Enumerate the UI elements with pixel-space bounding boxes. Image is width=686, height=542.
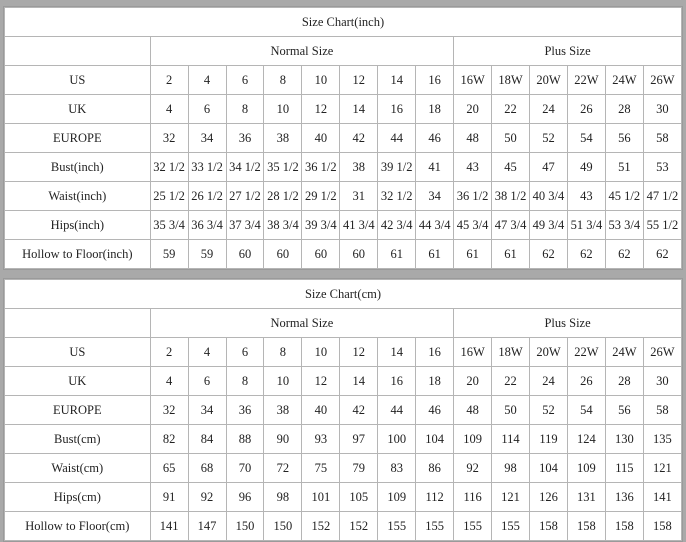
cell: 24	[530, 367, 568, 396]
cell: 90	[264, 425, 302, 454]
cell: 16W	[454, 338, 492, 367]
cell: 32 1/2	[150, 153, 188, 182]
row-label-uk: UK	[5, 367, 151, 396]
cell: 91	[150, 483, 188, 512]
cell: 30	[643, 367, 681, 396]
cell: 35 3/4	[150, 211, 188, 240]
cell: 58	[643, 396, 681, 425]
cell: 97	[340, 425, 378, 454]
cell: 152	[302, 512, 340, 541]
cell: 68	[188, 454, 226, 483]
cell: 25 1/2	[150, 182, 188, 211]
cell: 39 3/4	[302, 211, 340, 240]
cell: 47	[530, 153, 568, 182]
row-label-us: US	[5, 338, 151, 367]
row-label-hips: Hips(inch)	[5, 211, 151, 240]
cell: 38	[264, 396, 302, 425]
cell: 36 1/2	[302, 153, 340, 182]
cell: 105	[340, 483, 378, 512]
cell: 26W	[643, 338, 681, 367]
cell: 12	[340, 338, 378, 367]
cell: 22	[492, 95, 530, 124]
cell: 56	[605, 396, 643, 425]
cell: 32	[150, 396, 188, 425]
cell: 18	[416, 95, 454, 124]
group-header-normal: Normal Size	[150, 37, 454, 66]
cell: 104	[416, 425, 454, 454]
cell: 109	[567, 454, 605, 483]
cell: 20	[454, 367, 492, 396]
cell: 58	[643, 124, 681, 153]
cell: 10	[264, 95, 302, 124]
cell: 12	[340, 66, 378, 95]
cell: 61	[454, 240, 492, 269]
cell: 40	[302, 124, 340, 153]
cell: 49 3/4	[530, 211, 568, 240]
cell: 53 3/4	[605, 211, 643, 240]
cell: 60	[302, 240, 340, 269]
size-chart-inch-table	[4, 7, 682, 269]
cell: 83	[378, 454, 416, 483]
cell: 115	[605, 454, 643, 483]
cell: 45 1/2	[605, 182, 643, 211]
cell: 4	[150, 95, 188, 124]
cell: 24W	[605, 338, 643, 367]
cell: 16	[378, 95, 416, 124]
table-row	[5, 483, 682, 512]
cell: 50	[492, 124, 530, 153]
cell: 116	[454, 483, 492, 512]
cell: 40 3/4	[530, 182, 568, 211]
cell: 10	[302, 66, 340, 95]
group-header-plus: Plus Size	[454, 309, 682, 338]
cell: 12	[302, 95, 340, 124]
cell: 104	[530, 454, 568, 483]
row-label-bust: Bust(cm)	[5, 425, 151, 454]
chart-title-row	[5, 280, 682, 309]
corner-cell	[5, 37, 151, 66]
cell: 65	[150, 454, 188, 483]
cell: 44	[378, 124, 416, 153]
cell: 135	[643, 425, 681, 454]
group-header-row	[5, 309, 682, 338]
cell: 158	[530, 512, 568, 541]
cell: 136	[605, 483, 643, 512]
cell: 92	[454, 454, 492, 483]
table-row	[5, 425, 682, 454]
row-label-uk: UK	[5, 95, 151, 124]
cell: 20W	[530, 338, 568, 367]
cell: 4	[188, 66, 226, 95]
cell: 100	[378, 425, 416, 454]
table-row	[5, 338, 682, 367]
table-row	[5, 454, 682, 483]
row-label-hollow-to-floor: Hollow to Floor(inch)	[5, 240, 151, 269]
cell: 34	[188, 124, 226, 153]
cell: 98	[492, 454, 530, 483]
cell: 54	[567, 396, 605, 425]
cell: 31	[340, 182, 378, 211]
cell: 158	[643, 512, 681, 541]
row-label-waist: Waist(inch)	[5, 182, 151, 211]
cell: 45 3/4	[454, 211, 492, 240]
cell: 14	[378, 66, 416, 95]
cell: 121	[643, 454, 681, 483]
cell: 18	[416, 367, 454, 396]
cell: 28	[605, 95, 643, 124]
cell: 10	[302, 338, 340, 367]
cell: 109	[454, 425, 492, 454]
cell: 49	[567, 153, 605, 182]
cell: 43	[454, 153, 492, 182]
cell: 61	[416, 240, 454, 269]
cell: 27 1/2	[226, 182, 264, 211]
cell: 130	[605, 425, 643, 454]
cell: 26W	[643, 66, 681, 95]
cell: 41 3/4	[340, 211, 378, 240]
cell: 34 1/2	[226, 153, 264, 182]
cell: 155	[378, 512, 416, 541]
cell: 70	[226, 454, 264, 483]
cell: 8	[226, 95, 264, 124]
cell: 60	[340, 240, 378, 269]
cell: 36 1/2	[454, 182, 492, 211]
chart-title-row	[5, 8, 682, 37]
cell: 79	[340, 454, 378, 483]
cell: 51	[605, 153, 643, 182]
cell: 30	[643, 95, 681, 124]
row-label-hips: Hips(cm)	[5, 483, 151, 512]
table-row	[5, 211, 682, 240]
cell: 62	[567, 240, 605, 269]
cell: 150	[264, 512, 302, 541]
cell: 18W	[492, 338, 530, 367]
cell: 20W	[530, 66, 568, 95]
cell: 141	[643, 483, 681, 512]
cell: 28 1/2	[264, 182, 302, 211]
cell: 52	[530, 396, 568, 425]
cell: 62	[643, 240, 681, 269]
cell: 96	[226, 483, 264, 512]
cell: 60	[264, 240, 302, 269]
cell: 41	[416, 153, 454, 182]
cell: 72	[264, 454, 302, 483]
cell: 75	[302, 454, 340, 483]
cell: 16	[378, 367, 416, 396]
cell: 20	[454, 95, 492, 124]
cell: 2	[150, 338, 188, 367]
chart-title: Size Chart(cm)	[5, 280, 682, 309]
row-label-waist: Waist(cm)	[5, 454, 151, 483]
cell: 158	[605, 512, 643, 541]
cell: 12	[302, 367, 340, 396]
cell: 8	[264, 66, 302, 95]
group-header-row	[5, 37, 682, 66]
cell: 109	[378, 483, 416, 512]
cell: 37 3/4	[226, 211, 264, 240]
cell: 36 3/4	[188, 211, 226, 240]
cell: 26	[567, 95, 605, 124]
size-chart-cm-table	[4, 279, 682, 541]
cell: 8	[264, 338, 302, 367]
cell: 48	[454, 396, 492, 425]
cell: 92	[188, 483, 226, 512]
cell: 150	[226, 512, 264, 541]
table-row	[5, 240, 682, 269]
cell: 24W	[605, 66, 643, 95]
cell: 40	[302, 396, 340, 425]
cell: 98	[264, 483, 302, 512]
group-header-normal: Normal Size	[150, 309, 454, 338]
cell: 84	[188, 425, 226, 454]
cell: 46	[416, 396, 454, 425]
cell: 82	[150, 425, 188, 454]
size-chart-inch	[3, 6, 683, 270]
cell: 88	[226, 425, 264, 454]
cell: 52	[530, 124, 568, 153]
cell: 60	[226, 240, 264, 269]
cell: 61	[492, 240, 530, 269]
row-label-hollow-to-floor: Hollow to Floor(cm)	[5, 512, 151, 541]
cell: 124	[567, 425, 605, 454]
size-chart-cm	[3, 278, 683, 542]
cell: 44	[378, 396, 416, 425]
cell: 47 1/2	[643, 182, 681, 211]
cell: 16	[416, 338, 454, 367]
row-label-bust: Bust(inch)	[5, 153, 151, 182]
cell: 4	[150, 367, 188, 396]
cell: 147	[188, 512, 226, 541]
cell: 14	[378, 338, 416, 367]
cell: 56	[605, 124, 643, 153]
cell: 2	[150, 66, 188, 95]
cell: 38 1/2	[492, 182, 530, 211]
cell: 59	[188, 240, 226, 269]
cell: 6	[226, 66, 264, 95]
cell: 43	[567, 182, 605, 211]
cell: 42 3/4	[378, 211, 416, 240]
cell: 42	[340, 396, 378, 425]
cell: 36	[226, 396, 264, 425]
cell: 14	[340, 367, 378, 396]
cell: 10	[264, 367, 302, 396]
cell: 121	[492, 483, 530, 512]
cell: 119	[530, 425, 568, 454]
cell: 155	[492, 512, 530, 541]
cell: 141	[150, 512, 188, 541]
cell: 126	[530, 483, 568, 512]
cell: 22	[492, 367, 530, 396]
cell: 33 1/2	[188, 153, 226, 182]
cell: 32 1/2	[378, 182, 416, 211]
cell: 4	[188, 338, 226, 367]
cell: 26	[567, 367, 605, 396]
cell: 53	[643, 153, 681, 182]
cell: 131	[567, 483, 605, 512]
cell: 152	[340, 512, 378, 541]
cell: 16	[416, 66, 454, 95]
cell: 54	[567, 124, 605, 153]
cell: 32	[150, 124, 188, 153]
cell: 93	[302, 425, 340, 454]
row-label-europe: EUROPE	[5, 124, 151, 153]
cell: 62	[605, 240, 643, 269]
cell: 59	[150, 240, 188, 269]
cell: 62	[530, 240, 568, 269]
chart-title: Size Chart(inch)	[5, 8, 682, 37]
row-label-us: US	[5, 66, 151, 95]
table-row	[5, 95, 682, 124]
table-row	[5, 396, 682, 425]
cell: 45	[492, 153, 530, 182]
cell: 36	[226, 124, 264, 153]
row-label-europe: EUROPE	[5, 396, 151, 425]
cell: 18W	[492, 66, 530, 95]
cell: 42	[340, 124, 378, 153]
cell: 101	[302, 483, 340, 512]
cell: 155	[416, 512, 454, 541]
cell: 50	[492, 396, 530, 425]
table-row	[5, 66, 682, 95]
cell: 22W	[567, 338, 605, 367]
cell: 16W	[454, 66, 492, 95]
table-row	[5, 512, 682, 541]
cell: 14	[340, 95, 378, 124]
table-row	[5, 124, 682, 153]
cell: 155	[454, 512, 492, 541]
corner-cell	[5, 309, 151, 338]
cell: 28	[605, 367, 643, 396]
cell: 47 3/4	[492, 211, 530, 240]
cell: 38	[340, 153, 378, 182]
cell: 48	[454, 124, 492, 153]
cell: 35 1/2	[264, 153, 302, 182]
table-row	[5, 182, 682, 211]
cell: 39 1/2	[378, 153, 416, 182]
cell: 22W	[567, 66, 605, 95]
cell: 158	[567, 512, 605, 541]
cell: 51 3/4	[567, 211, 605, 240]
cell: 114	[492, 425, 530, 454]
group-header-plus: Plus Size	[454, 37, 682, 66]
cell: 34	[188, 396, 226, 425]
cell: 24	[530, 95, 568, 124]
cell: 29 1/2	[302, 182, 340, 211]
cell: 61	[378, 240, 416, 269]
table-row	[5, 153, 682, 182]
cell: 8	[226, 367, 264, 396]
cell: 86	[416, 454, 454, 483]
cell: 6	[226, 338, 264, 367]
cell: 6	[188, 367, 226, 396]
cell: 44 3/4	[416, 211, 454, 240]
cell: 6	[188, 95, 226, 124]
cell: 112	[416, 483, 454, 512]
cell: 38	[264, 124, 302, 153]
cell: 55 1/2	[643, 211, 681, 240]
cell: 34	[416, 182, 454, 211]
cell: 26 1/2	[188, 182, 226, 211]
table-row	[5, 367, 682, 396]
cell: 38 3/4	[264, 211, 302, 240]
cell: 46	[416, 124, 454, 153]
